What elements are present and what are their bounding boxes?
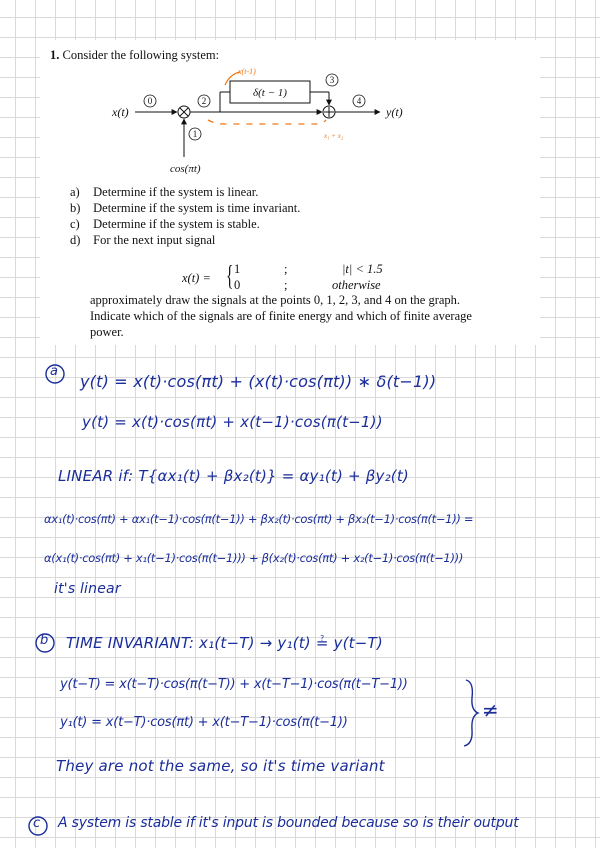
ti-line-1: y(t−T) = x(t−T)·cos(π(t−T)) + x(t−T−1)·cos(π(t−T−1)) [60,677,408,692]
part-a-marker: a [50,364,59,379]
question-d [70,233,215,248]
signal-case1-value: 1 [234,262,241,276]
signal-brace: { [226,261,234,292]
question-c-label: c) [70,217,80,231]
annotation-bottom: x₁ + x₂ [324,132,344,140]
annotation-top: x(t-1) [238,67,256,76]
linear-conclusion: it's linear [54,581,121,597]
signal-definition [182,262,442,296]
node-0-label: 0 [147,96,153,106]
instruction-line-2: Indicate which of the signals are of finite energy and which of finite average [90,309,472,323]
question-c-text: Determine if the system is stable. [93,217,260,231]
signal-case2-value: 0 [234,278,241,292]
ti-conclusion: They are not the same, so it's time variant [56,757,385,775]
question-c [70,217,260,232]
ti-line-2: y₁(t) = x(t−T)·cos(πt) + x(t−T−1)·cos(π(t−1)) [60,715,348,730]
linear-line-2: α(x₁(t)·cos(πt) + x₁(t−1)·cos(π(t−1))) + β(x₂(t)·cos(πt) + x₂(t−1)·cos(π(t−1))) [44,551,464,565]
problem-number: 1. [50,48,60,62]
part-b-marker: b [40,633,49,648]
input-label: x(t) [112,105,129,119]
problem-heading [50,48,219,63]
node-3-label: 3 [329,75,335,85]
signal-case2-cond: otherwise [332,278,381,292]
problem-intro: Consider the following system: [62,48,220,62]
signal-case2-sep: ; [284,278,288,292]
question-a-label: a) [70,185,80,199]
signal-case1-cond: |t| < 1.5 [342,262,383,276]
a-line-1: y(t) = x(t)·cos(πt) + (x(t)·cos(πt)) ∗ δ(t−1)) [80,372,437,391]
question-b-text: Determine if the system is time invariant. [93,201,301,215]
ti-brace [462,678,482,748]
ti-definition: TIME INVARIANT: x₁(t−T) → y₁(t) ≟ y(t−T) [66,634,383,652]
output-label: y(t) [386,105,403,119]
signal-case1-sep: ; [284,262,288,276]
node-4-label: 4 [356,96,362,106]
part-c-marker: c [33,816,41,831]
question-d-text: For the next input signal [93,233,216,247]
block-diagram [40,62,540,187]
node-1-label: 1 [192,129,198,139]
delay-label: δ(t − 1) [253,87,287,99]
question-a-text: Determine if the system is linear. [93,185,259,199]
node-2-label: 2 [201,96,207,106]
question-b [70,201,300,216]
ti-not-equal: ≠ [482,698,499,722]
question-d-label: d) [70,233,81,247]
a-line-2: y(t) = x(t)·cos(πt) + x(t−1)·cos(π(t−1)) [82,413,383,431]
question-b-label: b) [70,201,81,215]
c-line: A system is stable if it's input is bounded because so is their output [58,815,519,831]
printed-problem [40,40,540,345]
instruction-line-1: approximately draw the signals at the points 0, 1, 2, 3, and 4 on the graph. [90,293,461,307]
linear-line-1: αx₁(t)·cos(πt) + αx₁(t−1)·cos(π(t−1)) + βx₂(t)·cos(πt) + βx₂(t−1)·cos(π(t−1)) = [44,512,474,526]
annotation-dashed-path [208,120,326,124]
signal-lhs: x(t) = [182,271,211,285]
linear-definition: LINEAR if: T{αx₁(t) + βx₂(t)} = αy₁(t) + βy₂(t) [58,467,409,485]
cos-label: cos(πt) [170,163,201,175]
instruction-line-3: power. [90,325,124,339]
question-a [70,185,258,200]
